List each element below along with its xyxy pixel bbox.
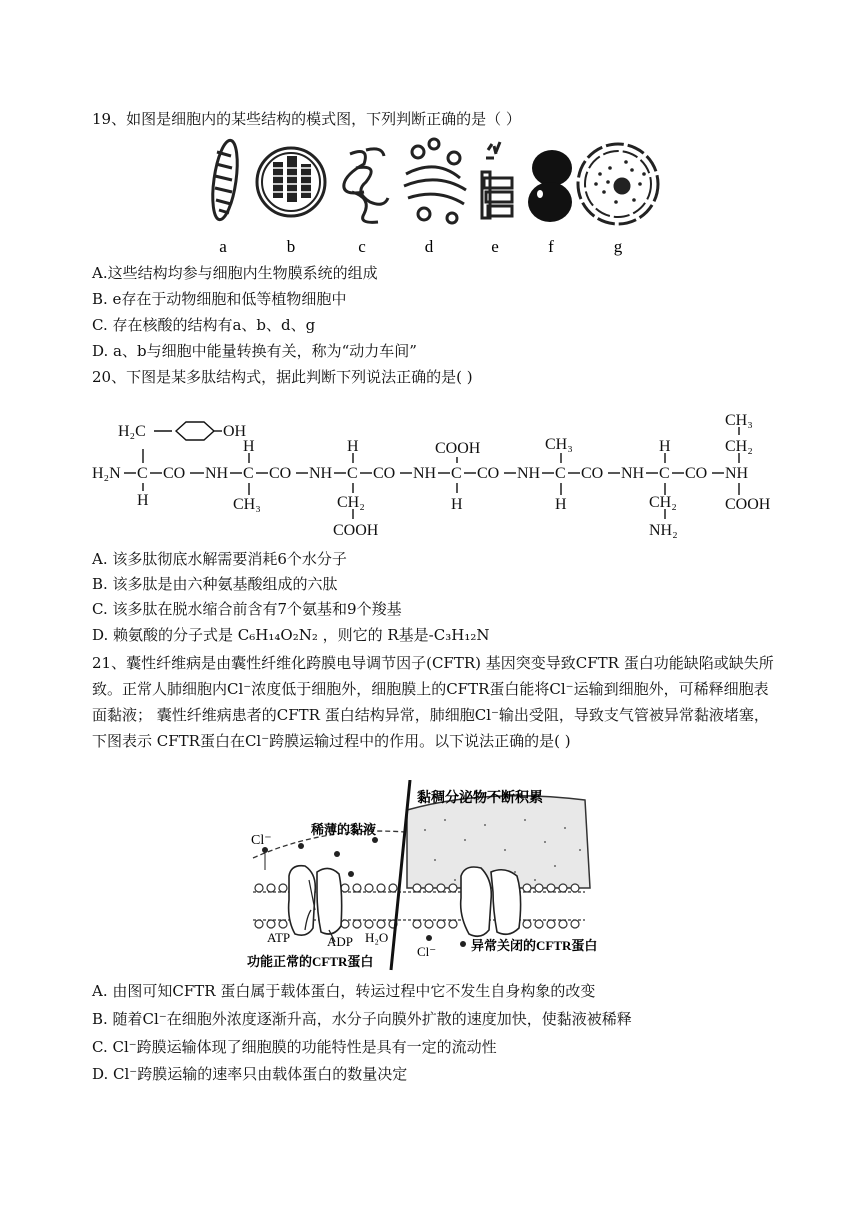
- formula-nh4: NH: [517, 465, 541, 482]
- formula-ch2-1: CH₂: [337, 494, 365, 511]
- label-b: b: [286, 237, 296, 256]
- formula-nh5: NH: [621, 465, 645, 482]
- formula-ch3-3: CH₃: [725, 412, 753, 429]
- q19-option-c: C. 存在核酸的结构有a、b、d、g: [92, 316, 316, 334]
- organelle-e-centriole: [482, 142, 512, 218]
- formula-c4: C: [451, 465, 462, 482]
- organelle-c-er: [344, 149, 388, 222]
- fig-label-normal-cftr: 功能正常的CFTR蛋白: [247, 954, 374, 969]
- q19-option-a: A.这些结构均参与细胞内生物膜系统的组成: [92, 264, 378, 282]
- formula-h2n: H₂N: [92, 465, 121, 482]
- q21-option-d: D. Cl⁻跨膜运输的速率只由载体蛋白的数量决定: [92, 1065, 408, 1083]
- formula-cooh-2: COOH: [435, 440, 481, 457]
- organelle-g-nucleus: [578, 144, 658, 224]
- formula-ch3-2: CH₃: [545, 436, 573, 453]
- q20-option-d: D. 赖氨酸的分子式是 C₆H₁₄O₂N₂ ，则它的 R基是-C₃H₁₂N: [92, 626, 490, 644]
- fig-label-abnormal-cftr: 异常关闭的CFTR蛋白: [471, 938, 598, 953]
- formula-h-2: H: [243, 438, 255, 455]
- q19-stem: 19、如图是细胞内的某些结构的模式图，下列判断正确的是（ ）: [92, 110, 521, 128]
- formula-c2: C: [243, 465, 254, 482]
- formula-h2c: H₂C: [118, 423, 146, 440]
- q20-stem: 20、下图是某多肽结构式，据此判断下列说法正确的是( ): [92, 368, 473, 386]
- q21-option-b: B. 随着Cl⁻在细胞外浓度逐渐升高，水分子向膜外扩散的速度加快，使黏液被稀释: [92, 1010, 632, 1028]
- organelle-d-golgi: [404, 139, 466, 223]
- normal-cftr-protein: [289, 866, 342, 935]
- formula-c1: C: [137, 465, 148, 482]
- q20-option-a: A. 该多肽彻底水解需要消耗6个水分子: [92, 550, 347, 568]
- label-a: a: [219, 237, 227, 256]
- q21-cftr-figure: [245, 780, 610, 975]
- formula-c3: C: [347, 465, 358, 482]
- formula-co5: CO: [581, 465, 604, 482]
- formula-co1: CO: [163, 465, 186, 482]
- formula-h-4: H: [451, 496, 463, 513]
- label-g: g: [613, 237, 623, 256]
- formula-nh6: NH: [725, 465, 749, 482]
- formula-h-1: H: [137, 492, 149, 509]
- organelle-a-mitochondrion: [209, 139, 242, 221]
- formula-nh2: NH₂: [649, 522, 678, 539]
- formula-nh1: NH: [205, 465, 229, 482]
- fig-label-cl-bottom: Cl⁻: [417, 944, 437, 959]
- fig-label-thin-mucus: 稀薄的黏液: [311, 822, 377, 837]
- q20-polypeptide-formula: [92, 405, 784, 545]
- formula-ch2-2: CH₂: [649, 494, 677, 511]
- formula-h-5: H: [555, 496, 567, 513]
- formula-co2: CO: [269, 465, 292, 482]
- q21-stem: 21、囊性纤维病是由囊性纤维化跨膜电导调节因子(CFTR) 基因突变导致CFTR 蛋白功能缺陷或缺失所致。正常人肺细胞内Cl⁻浓度低于细胞外，细胞膜上的CFTR蛋白能将Cl⁻运输到细胞外，可稀释细胞表面黏液； 囊性纤维病患者的CFTR 蛋白结构异常，肺细胞Cl⁻输出受阻，导致支气管被异常黏液堵塞，下图表示 CFTR蛋白在Cl⁻跨膜运输过程中的作用。以下说法正确的是( ): [92, 654, 774, 750]
- formula-co6: CO: [685, 465, 708, 482]
- label-f: f: [548, 237, 554, 256]
- formula-oh: OH: [223, 423, 247, 440]
- formula-co3: CO: [373, 465, 396, 482]
- q21-option-a: A. 由图可知CFTR 蛋白属于载体蛋白，转运过程中它不发生自身构象的改变: [92, 982, 596, 1000]
- fig-label-h2o: H₂O: [365, 930, 389, 945]
- formula-cooh-3: COOH: [725, 496, 771, 513]
- fig-label-atp: ATP: [267, 930, 291, 945]
- label-d: d: [424, 237, 434, 256]
- formula-c5: C: [555, 465, 566, 482]
- formula-ch2-3: CH₂: [725, 438, 753, 455]
- formula-c6: C: [659, 465, 670, 482]
- formula-nh2: NH: [309, 465, 333, 482]
- formula-h-6: H: [659, 438, 671, 455]
- formula-h-3: H: [347, 438, 359, 455]
- q20-option-c: C. 该多肽在脱水缩合前含有7个氨基和9个羧基: [92, 600, 402, 618]
- formula-ch3-1: CH₃: [233, 496, 261, 513]
- formula-nh3: NH: [413, 465, 437, 482]
- organelle-f-ribosome: [528, 150, 572, 222]
- q20-option-b: B. 该多肽是由六种氨基酸组成的六肽: [92, 575, 338, 593]
- q21-option-c: C. Cl⁻跨膜运输体现了细胞膜的功能特性是具有一定的流动性: [92, 1038, 497, 1056]
- formula-co4: CO: [477, 465, 500, 482]
- label-e: e: [491, 237, 499, 256]
- formula-cooh-1: COOH: [333, 522, 379, 539]
- q19-option-d: D. a、b与细胞中能量转换有关，称为“动力车间”: [92, 342, 417, 360]
- label-c: c: [358, 237, 366, 256]
- q19-option-b: B. e存在于动物细胞和低等植物细胞中: [92, 290, 347, 308]
- fig-label-thick-mucus: 黏稠分泌物不断积累: [417, 791, 543, 806]
- q19-organelle-figure: [200, 134, 670, 260]
- organelle-b-chloroplast: [257, 148, 325, 216]
- fig-label-cl-top: Cl⁻: [251, 833, 272, 848]
- fig-label-adp: ADP: [327, 934, 354, 949]
